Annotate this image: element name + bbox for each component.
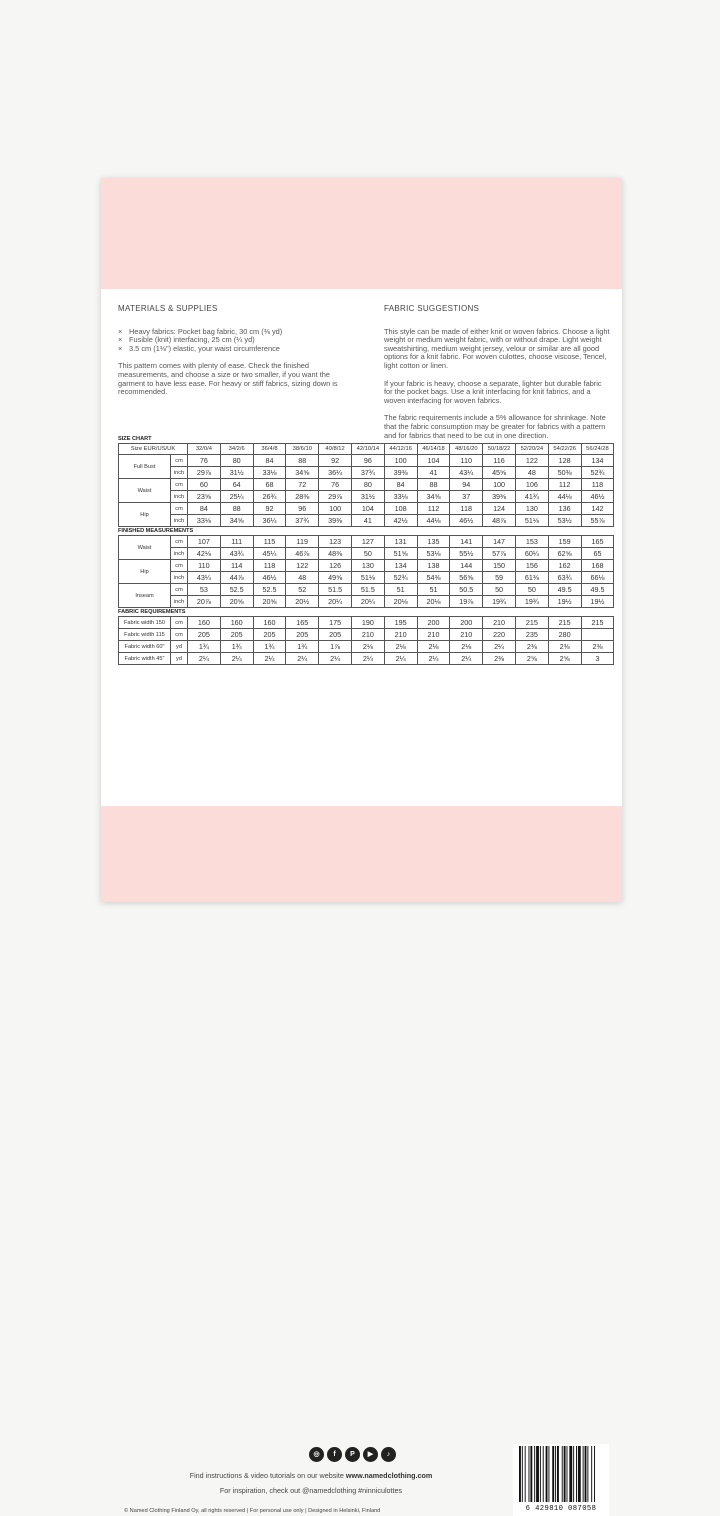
value-cell: 31½	[220, 467, 253, 479]
size-label-cell: Size EUR/US/UK	[119, 444, 188, 455]
value-cell: 43¾	[220, 548, 253, 560]
size-row	[119, 491, 614, 503]
value-cell: 94	[450, 479, 483, 491]
facebook-icon[interactable]: f	[327, 1447, 342, 1462]
fabric-row	[119, 629, 614, 641]
value-cell: 50	[483, 584, 516, 596]
unit-cell: cm	[171, 536, 188, 548]
value-cell: 100	[384, 455, 417, 467]
value-cell: 2¼	[483, 641, 516, 653]
value-cell: 147	[483, 536, 516, 548]
value-cell: 46½	[450, 515, 483, 527]
value-cell: 51	[384, 584, 417, 596]
value-cell: 53½	[548, 515, 581, 527]
value-cell: 19¾	[483, 596, 516, 608]
value-cell: 215	[515, 617, 548, 629]
value-cell: 51⅝	[384, 548, 417, 560]
value-cell: 88	[220, 503, 253, 515]
value-cell: 33⅛	[253, 467, 286, 479]
value-cell: 49⅝	[319, 572, 352, 584]
value-cell: 150	[483, 560, 516, 572]
value-cell: 2¼	[319, 653, 352, 665]
value-cell: 51.5	[319, 584, 352, 596]
value-cell: 33⅛	[188, 515, 221, 527]
social-icons	[309, 1447, 396, 1462]
size-header-cell: 52/20/24	[515, 444, 548, 455]
value-cell: 160	[253, 617, 286, 629]
value-cell: 138	[417, 560, 450, 572]
value-cell: 42⅛	[188, 548, 221, 560]
fabric-row	[119, 617, 614, 629]
value-cell: 1¾	[220, 641, 253, 653]
finished-label: Inseam	[119, 584, 171, 608]
value-cell: 20⅝	[253, 596, 286, 608]
value-cell: 205	[286, 629, 319, 641]
value-cell: 48	[515, 467, 548, 479]
size-header-cell: 36/4/8	[253, 444, 286, 455]
size-label: Hip	[119, 503, 171, 527]
unit-cell: inch	[171, 467, 188, 479]
value-cell: 108	[384, 503, 417, 515]
value-cell: 49.5	[548, 584, 581, 596]
value-cell: 52	[286, 584, 319, 596]
unit-cell: inch	[171, 548, 188, 560]
value-cell: 159	[548, 536, 581, 548]
value-cell: 220	[483, 629, 516, 641]
unit-cell: cm	[171, 479, 188, 491]
size-header-cell: 38/6/10	[286, 444, 319, 455]
value-cell: 39⅜	[483, 491, 516, 503]
value-cell: 200	[417, 617, 450, 629]
value-cell: 88	[286, 455, 319, 467]
fabric-paragraph: If your fabric is heavy, choose a separate, lighter but durable fabric for the pocket bags. Use a knit interfacing for knit fabrics, and a woven interfacing for woven fabrics.	[384, 378, 602, 405]
value-cell: 20⅞	[188, 596, 221, 608]
value-cell: 19⅞	[450, 596, 483, 608]
value-cell: 2⅝	[548, 653, 581, 665]
value-cell: 48⅞	[483, 515, 516, 527]
value-cell: 2⅛	[351, 641, 384, 653]
value-cell: 118	[450, 503, 483, 515]
size-label: Waist	[119, 479, 171, 503]
value-cell: 122	[515, 455, 548, 467]
value-cell: 50⅜	[548, 467, 581, 479]
value-cell: 54⅜	[417, 572, 450, 584]
fabric-paragraph: The fabric requirements include a 5% allowance for shrinkage. Note that the fabric consumption may be greater for fabrics with a pattern and for fabrics that need to be cut in one direction.	[384, 413, 606, 440]
value-cell: 41¾	[515, 491, 548, 503]
fabric-width-label: Fabric width 150	[119, 617, 171, 629]
value-cell: 190	[351, 617, 384, 629]
value-cell: 33⅛	[384, 491, 417, 503]
fabric-suggestions-section	[384, 305, 610, 449]
value-cell: 20⅝	[220, 596, 253, 608]
value-cell: 34⅝	[220, 515, 253, 527]
value-cell: 122	[286, 560, 319, 572]
value-cell: 115	[253, 536, 286, 548]
supplies-list	[118, 328, 350, 354]
value-cell: 130	[351, 560, 384, 572]
unit-cell: cm	[171, 629, 188, 641]
value-cell: 110	[450, 455, 483, 467]
unit-cell: yd	[171, 653, 188, 665]
unit-cell: cm	[171, 617, 188, 629]
finished-row	[119, 548, 614, 560]
measurement-tables	[118, 435, 609, 665]
value-cell: 2⅜	[483, 653, 516, 665]
value-cell: 200	[450, 617, 483, 629]
unit-cell: inch	[171, 515, 188, 527]
value-cell: 142	[581, 503, 614, 515]
fabric-width-label: Fabric width 115	[119, 629, 171, 641]
value-cell: 205	[220, 629, 253, 641]
value-cell: 131	[384, 536, 417, 548]
tiktok-icon[interactable]: ♪	[381, 1447, 396, 1462]
value-cell: 119	[286, 536, 319, 548]
value-cell: 52¾	[581, 467, 614, 479]
value-cell: 64	[220, 479, 253, 491]
value-cell: 114	[220, 560, 253, 572]
value-cell: 51.5	[351, 584, 384, 596]
size-row	[119, 467, 614, 479]
value-cell: 127	[351, 536, 384, 548]
finished-label: Waist	[119, 536, 171, 560]
value-cell: 50	[351, 548, 384, 560]
value-cell: 210	[351, 629, 384, 641]
value-cell: 50.5	[450, 584, 483, 596]
materials-heading: MATERIALS & SUPPLIES	[118, 304, 218, 313]
value-cell: 2¼	[384, 653, 417, 665]
finished-label: Hip	[119, 560, 171, 584]
value-cell: 26¾	[253, 491, 286, 503]
value-cell: 68	[253, 479, 286, 491]
size-chart-table	[118, 443, 614, 527]
value-cell: 153	[515, 536, 548, 548]
finished-measurements-table	[118, 535, 614, 608]
value-cell: 1¾	[286, 641, 319, 653]
value-cell: 37¾	[351, 467, 384, 479]
supply-item: × 3.5 cm (1⅜") elastic, your waist circumference	[118, 343, 280, 353]
size-label: Full Bust	[119, 455, 171, 479]
value-cell: 43¼	[450, 467, 483, 479]
value-cell	[581, 629, 614, 641]
value-cell: 19½	[548, 596, 581, 608]
size-header-cell: 42/10/14	[351, 444, 384, 455]
value-cell: 20⅛	[384, 596, 417, 608]
value-cell: 116	[483, 455, 516, 467]
value-cell: 80	[220, 455, 253, 467]
value-cell: 42½	[384, 515, 417, 527]
value-cell: 29⅞	[319, 491, 352, 503]
fabric-row	[119, 653, 614, 665]
value-cell: 144	[450, 560, 483, 572]
value-cell: 20¼	[319, 596, 352, 608]
value-cell: 61⅜	[515, 572, 548, 584]
value-cell: 124	[483, 503, 516, 515]
value-cell: 23⅝	[188, 491, 221, 503]
size-header-cell: 48/16/20	[450, 444, 483, 455]
value-cell: 205	[253, 629, 286, 641]
fabric-width-label: Fabric width 45"	[119, 653, 171, 665]
fabric-paragraph: This style can be made of either knit or woven fabrics. Choose a light weight or medium weight fabric, with or without drape. Light weight sweatshirting, medium weight jersey, velour or similar are all good options for a knit fabric. For woven culottes, choose viscose, Tencel, light cotton or linen.	[384, 326, 610, 370]
unit-cell: yd	[171, 641, 188, 653]
value-cell: 48⅜	[319, 548, 352, 560]
value-cell: 46⅞	[286, 548, 319, 560]
value-cell: 20¼	[351, 596, 384, 608]
unit-cell: inch	[171, 572, 188, 584]
value-cell: 210	[384, 629, 417, 641]
value-cell: 34⅝	[417, 491, 450, 503]
value-cell: 44⅛	[417, 515, 450, 527]
value-cell: 56⅝	[450, 572, 483, 584]
value-cell: 205	[188, 629, 221, 641]
value-cell: 2¼	[253, 653, 286, 665]
barcode	[513, 1444, 609, 1516]
size-header-cell: 50/18/22	[483, 444, 516, 455]
value-cell: 52.5	[220, 584, 253, 596]
value-cell: 44⅛	[548, 491, 581, 503]
finished-measurements-title: FINISHED MEASUREMENTS	[118, 528, 194, 534]
value-cell: 25¼	[220, 491, 253, 503]
size-header-row	[119, 444, 614, 455]
value-cell: 111	[220, 536, 253, 548]
supply-item: × Fusible (knit) interfacing, 25 cm (¼ yd)	[118, 335, 255, 345]
finished-row	[119, 596, 614, 608]
copyright-line: © Named Clothing Finland Oy, all rights reserved | For personal use only | Designed in Helsinki, Finland	[124, 1508, 381, 1514]
value-cell: 41	[417, 467, 450, 479]
materials-section	[118, 305, 350, 406]
value-cell: 100	[483, 479, 516, 491]
value-cell: 28⅜	[286, 491, 319, 503]
value-cell: 1¾	[188, 641, 221, 653]
supply-item: × Heavy fabrics: Pocket bag fabric, 30 cm (⅜ yd)	[118, 326, 283, 336]
value-cell: 92	[253, 503, 286, 515]
size-row	[119, 455, 614, 467]
value-cell: 51	[417, 584, 450, 596]
value-cell: 104	[417, 455, 450, 467]
value-cell: 76	[188, 455, 221, 467]
value-cell: 135	[417, 536, 450, 548]
value-cell: 3	[581, 653, 614, 665]
value-cell: 36¼	[253, 515, 286, 527]
value-cell: 19¾	[515, 596, 548, 608]
value-cell: 45¼	[253, 548, 286, 560]
value-cell: 162	[548, 560, 581, 572]
value-cell: 37	[450, 491, 483, 503]
value-cell: 46½	[581, 491, 614, 503]
size-header-cell: 32/0/4	[188, 444, 221, 455]
website-link[interactable]: www.namedclothing.com	[345, 1471, 433, 1480]
value-cell: 36¼	[319, 467, 352, 479]
finished-row	[119, 560, 614, 572]
value-cell: 2⅜	[515, 641, 548, 653]
value-cell: 60¼	[515, 548, 548, 560]
value-cell: 2¼	[417, 653, 450, 665]
value-cell: 112	[548, 479, 581, 491]
value-cell: 160	[188, 617, 221, 629]
youtube-icon[interactable]: ▶	[363, 1447, 378, 1462]
value-cell: 57⅞	[483, 548, 516, 560]
value-cell: 62⅝	[548, 548, 581, 560]
value-cell: 60	[188, 479, 221, 491]
finished-row	[119, 572, 614, 584]
value-cell: 88	[417, 479, 450, 491]
value-cell: 165	[581, 536, 614, 548]
website-line: Find instructions & video tutorials on our website www.namedclothing.com	[189, 1471, 433, 1480]
value-cell: 19½	[581, 596, 614, 608]
value-cell: 2¼	[351, 653, 384, 665]
value-cell: 48	[286, 572, 319, 584]
value-cell: 118	[253, 560, 286, 572]
value-cell: 205	[319, 629, 352, 641]
size-header-cell: 46/14/18	[417, 444, 450, 455]
value-cell: 235	[515, 629, 548, 641]
value-cell: 96	[286, 503, 319, 515]
value-cell: 2¼	[188, 653, 221, 665]
value-cell: 175	[319, 617, 352, 629]
value-cell: 34⅝	[286, 467, 319, 479]
value-cell: 165	[286, 617, 319, 629]
unit-cell: inch	[171, 491, 188, 503]
value-cell: 49.5	[581, 584, 614, 596]
value-cell: 106	[515, 479, 548, 491]
value-cell: 46½	[253, 572, 286, 584]
pinterest-icon[interactable]: P	[345, 1447, 360, 1462]
size-row	[119, 503, 614, 515]
value-cell: 63¾	[548, 572, 581, 584]
inspiration-line: For inspiration, check out @namedclothing #ninniculottes	[219, 1486, 403, 1495]
fabric-requirements-table	[118, 616, 614, 665]
finished-row	[119, 536, 614, 548]
value-cell: 53⅛	[417, 548, 450, 560]
size-header-cell: 44/12/16	[384, 444, 417, 455]
value-cell: 59	[483, 572, 516, 584]
value-cell: 80	[351, 479, 384, 491]
value-cell: 66⅛	[581, 572, 614, 584]
value-cell: 55⅞	[581, 515, 614, 527]
value-cell: 50	[515, 584, 548, 596]
fabric-width-label: Fabric width 60"	[119, 641, 171, 653]
value-cell: 1¾	[253, 641, 286, 653]
value-cell: 104	[351, 503, 384, 515]
value-cell: 112	[417, 503, 450, 515]
size-header-cell: 34/2/6	[220, 444, 253, 455]
unit-cell: inch	[171, 596, 188, 608]
value-cell: 31½	[351, 491, 384, 503]
value-cell: 2⅛	[417, 641, 450, 653]
value-cell: 51⅛	[515, 515, 548, 527]
finished-row	[119, 584, 614, 596]
value-cell: 29⅞	[188, 467, 221, 479]
value-cell: 168	[581, 560, 614, 572]
value-cell: 156	[515, 560, 548, 572]
value-cell: 128	[548, 455, 581, 467]
value-cell: 55½	[450, 548, 483, 560]
value-cell: 2⅛	[450, 641, 483, 653]
instagram-icon[interactable]: ◎	[309, 1447, 324, 1462]
value-cell: 43¼	[188, 572, 221, 584]
fabric-row	[119, 641, 614, 653]
value-cell: 107	[188, 536, 221, 548]
size-row	[119, 479, 614, 491]
unit-cell: cm	[171, 455, 188, 467]
fabric-suggestions-heading: FABRIC SUGGESTIONS	[384, 304, 480, 313]
value-cell: 84	[253, 455, 286, 467]
value-cell: 141	[450, 536, 483, 548]
bottom-pink-band	[101, 806, 622, 1514]
value-cell: 52.5	[253, 584, 286, 596]
size-header-cell: 40/8/12	[319, 444, 352, 455]
value-cell: 20½	[286, 596, 319, 608]
unit-cell: cm	[171, 560, 188, 572]
size-header-cell: 56/24/28	[581, 444, 614, 455]
value-cell: 123	[319, 536, 352, 548]
value-cell: 41	[351, 515, 384, 527]
value-cell: 215	[581, 617, 614, 629]
pattern-back-sheet	[101, 178, 622, 1514]
value-cell: 210	[417, 629, 450, 641]
value-cell: 134	[384, 560, 417, 572]
value-cell: 53	[188, 584, 221, 596]
value-cell: 160	[220, 617, 253, 629]
value-cell: 2⅛	[384, 641, 417, 653]
value-cell: 280	[548, 629, 581, 641]
size-chart-title: SIZE CHART	[118, 436, 152, 442]
value-cell: 210	[483, 617, 516, 629]
value-cell: 37¾	[286, 515, 319, 527]
value-cell: 215	[548, 617, 581, 629]
value-cell: 110	[188, 560, 221, 572]
size-row	[119, 515, 614, 527]
value-cell: 1⅞	[319, 641, 352, 653]
value-cell: 2⅜	[581, 641, 614, 653]
value-cell: 51⅛	[351, 572, 384, 584]
value-cell: 2¼	[220, 653, 253, 665]
value-cell: 65	[581, 548, 614, 560]
barcode-number: 6 429810 087058	[525, 1505, 597, 1513]
top-pink-band	[101, 178, 622, 289]
value-cell: 126	[319, 560, 352, 572]
value-cell: 96	[351, 455, 384, 467]
value-cell: 39⅜	[319, 515, 352, 527]
value-cell: 2⅜	[548, 641, 581, 653]
value-cell: 2⅝	[515, 653, 548, 665]
value-cell: 84	[384, 479, 417, 491]
value-cell: 2¼	[286, 653, 319, 665]
value-cell: 20⅛	[417, 596, 450, 608]
value-cell: 45⅝	[483, 467, 516, 479]
value-cell: 2¼	[450, 653, 483, 665]
value-cell: 76	[319, 479, 352, 491]
unit-cell: cm	[171, 584, 188, 596]
value-cell: 134	[581, 455, 614, 467]
value-cell: 118	[581, 479, 614, 491]
value-cell: 136	[548, 503, 581, 515]
size-header-cell: 54/22/26	[548, 444, 581, 455]
value-cell: 130	[515, 503, 548, 515]
value-cell: 72	[286, 479, 319, 491]
fabric-requirements-title: FABRIC REQUIREMENTS	[118, 609, 186, 615]
value-cell: 84	[188, 503, 221, 515]
value-cell: 195	[384, 617, 417, 629]
value-cell: 210	[450, 629, 483, 641]
unit-cell: cm	[171, 503, 188, 515]
value-cell: 100	[319, 503, 352, 515]
value-cell: 44⅞	[220, 572, 253, 584]
ease-note: This pattern comes with plenty of ease. Check the finished measurements, and choose a size or two smaller, if you want the garment to have less ease. For heavy or stiff fabrics, sizing down is recommended.	[118, 361, 338, 397]
value-cell: 92	[319, 455, 352, 467]
value-cell: 39⅜	[384, 467, 417, 479]
value-cell: 52¾	[384, 572, 417, 584]
